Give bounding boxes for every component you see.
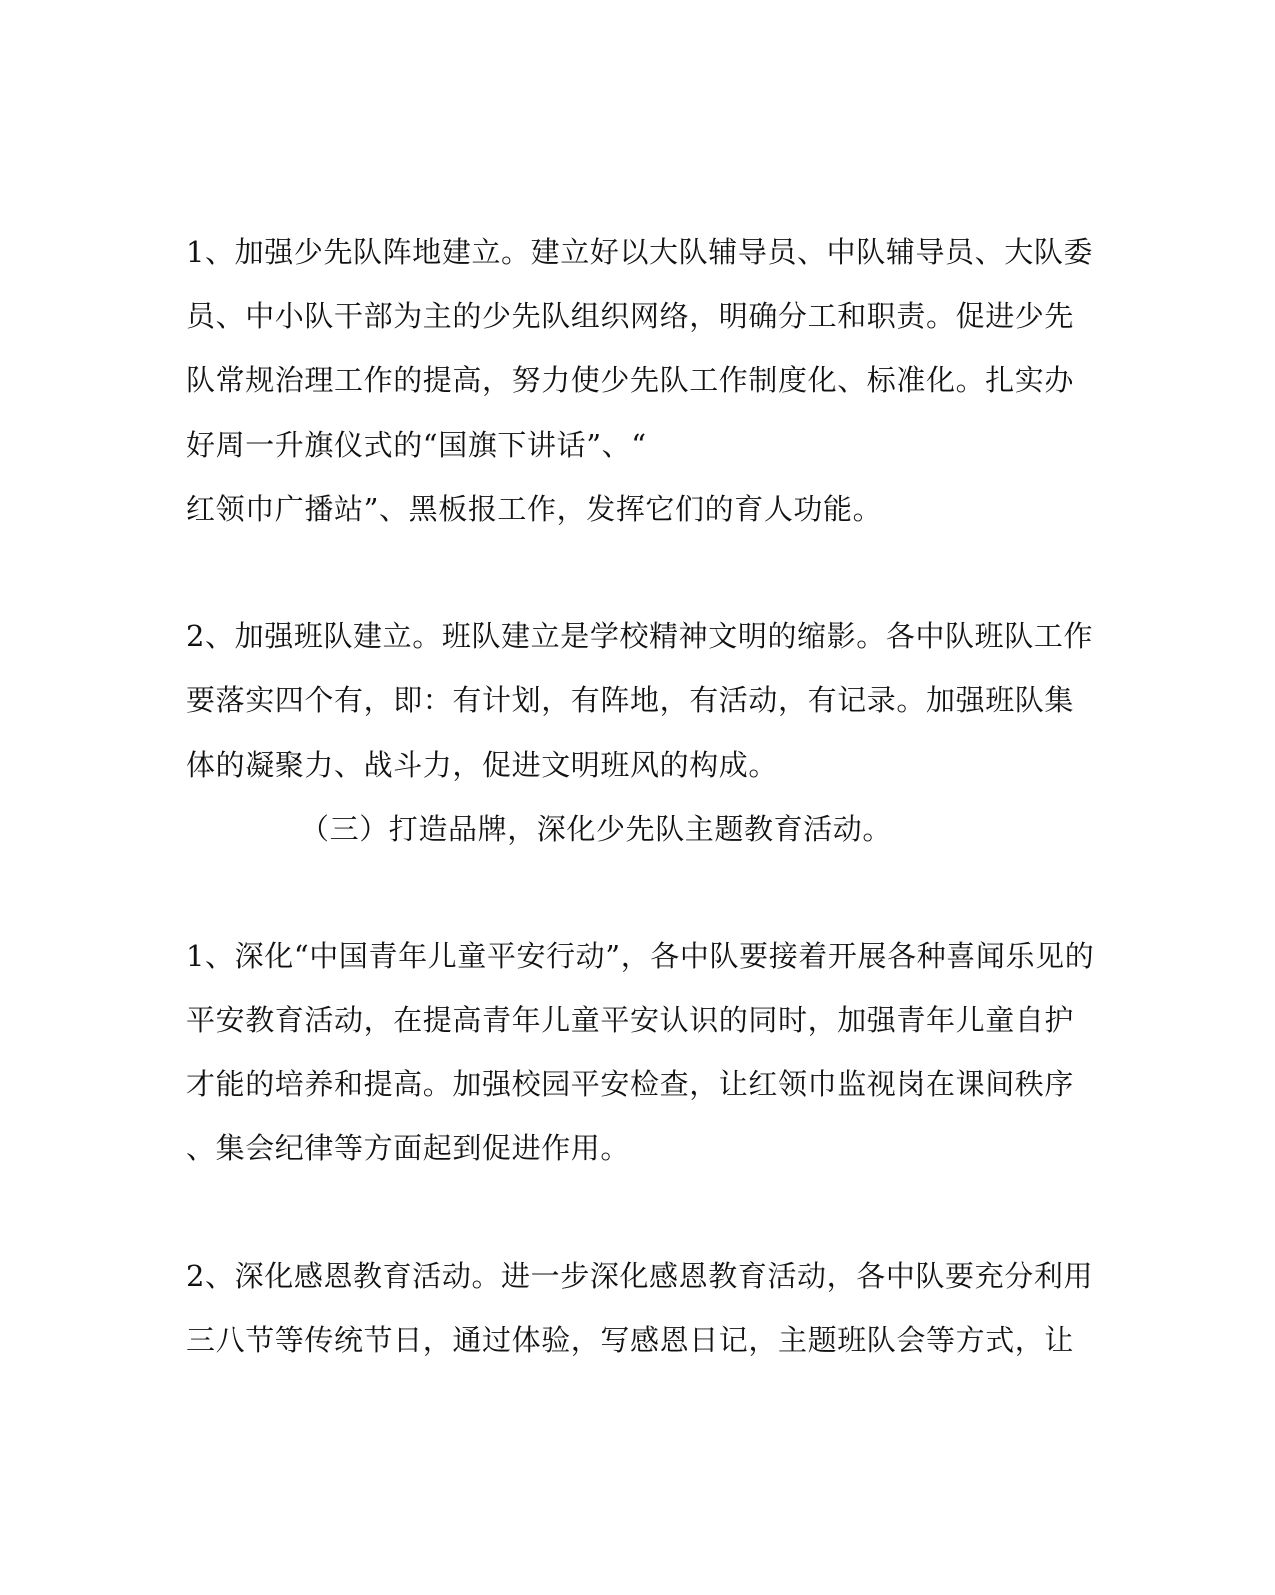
paragraph-line: 2、加强班队建立。班队建立是学校精神文明的缩影。各中队班队工作 xyxy=(186,619,1094,653)
paragraph-line: 好周一升旗仪式的“国旗下讲话”、“ xyxy=(186,428,647,462)
paragraph-line: 2、深化感恩教育活动。进一步深化感恩教育活动，各中队要充分利用 xyxy=(186,1259,1094,1293)
paragraph-line: 要落实四个有，即：有计划，有阵地，有活动，有记录。加强班队集 xyxy=(186,683,1075,717)
paragraph-line: 平安教育活动，在提高青年儿童平安认识的同时，加强青年儿童自护 xyxy=(186,1003,1075,1037)
paragraph-line: 1、深化“中国青年儿童平安行动”，各中队要接着开展各种喜闻乐见的 xyxy=(186,939,1095,973)
paragraph-line: 才能的培养和提高。加强校园平安检查，让红领巾监视岗在课间秩序 xyxy=(186,1067,1075,1101)
section-heading: （三）打造品牌，深化少先队主题教育活动。 xyxy=(300,812,893,846)
paragraph-line: 体的凝聚力、战斗力，促进文明班风的构成。 xyxy=(186,748,779,782)
paragraph-line: 员、中小队干部为主的少先队组织网络，明确分工和职责。促进少先 xyxy=(186,299,1075,333)
paragraph-line: 1、加强少先队阵地建立。建立好以大队辅导员、中队辅导员、大队委 xyxy=(186,235,1094,269)
paragraph-line: 三八节等传统节日，通过体验，写感恩日记，主题班队会等方式，让 xyxy=(186,1323,1075,1357)
paragraph-line: 、集会纪律等方面起到促进作用。 xyxy=(186,1131,631,1165)
paragraph-line: 队常规治理工作的提高，努力使少先队工作制度化、标准化。扎实办 xyxy=(186,363,1075,397)
paragraph-line: 红领巾广播站”、黑板报工作，发挥它们的育人功能。 xyxy=(186,492,883,526)
